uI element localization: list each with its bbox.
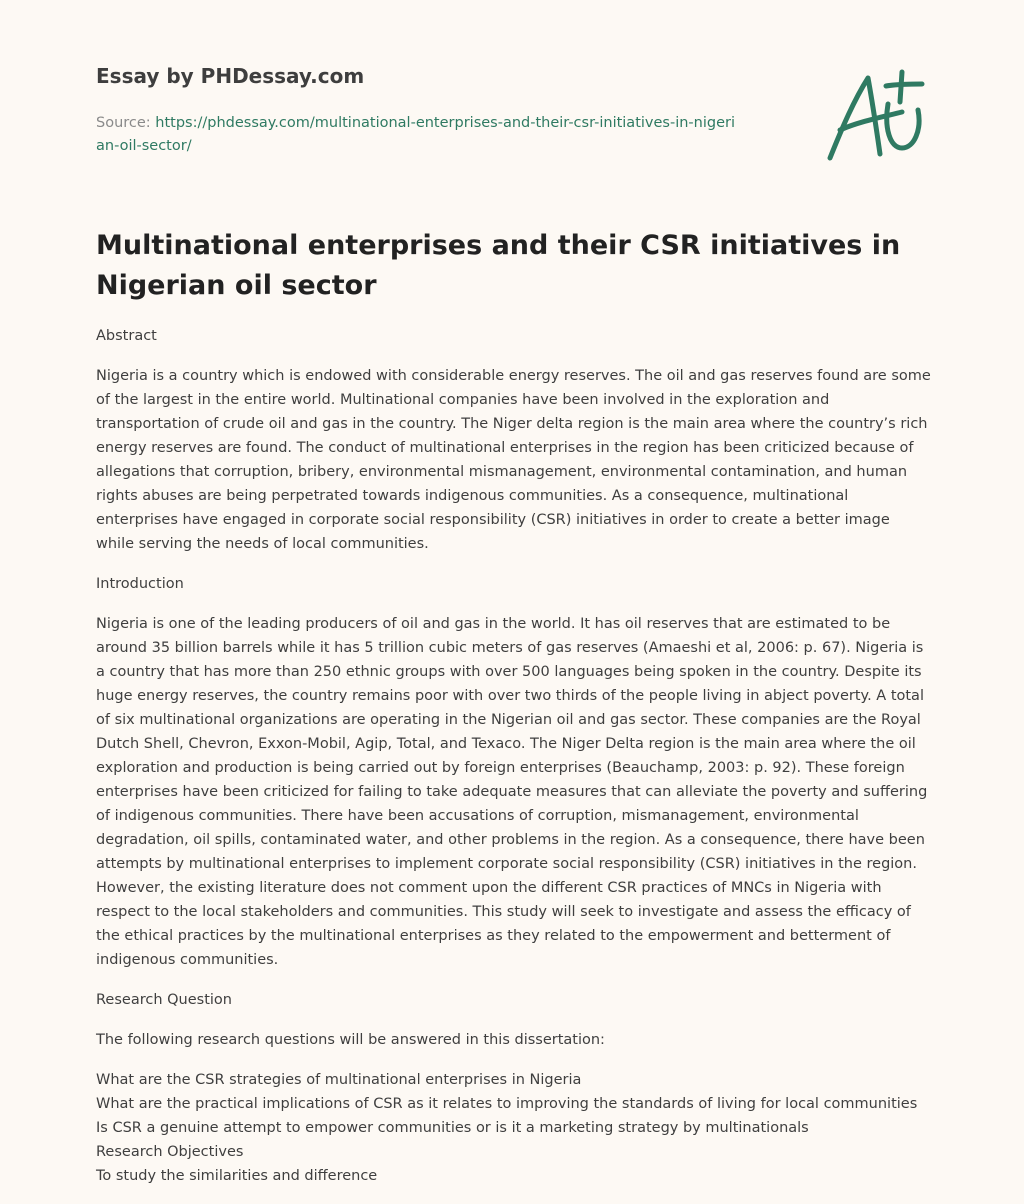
- abstract-paragraph: Nigeria is a country which is endowed with considerable energy reserves. The oil and gas reserves found are some of the largest in the entire world. Multinational companies have been involved in the exploration and transportation of crude oil and gas in the country. The Niger delta region is the main area where the country’s rich energy reserves are found. The conduct of multinational enterprises in the region has been criticized because of allegations that corruption, bribery, environmental mismanagement, environmental contamination, and human rights abuses are being perpetrated towards indigenous communities. As a consequence, multinational enterprises have engaged in corporate social responsibility (CSR) initiatives in order to create a better image while serving the needs of local communities.: [96, 368, 931, 552]
- article-body: [96, 324, 932, 1188]
- list-item: What are the CSR strategies of multinational enterprises in Nigeria: [96, 1072, 582, 1088]
- source-label: Source:: [96, 115, 156, 131]
- source-link[interactable]: https://phdessay.com/multinational-enterprises-and-their-csr-initiatives-in-nigerian-oil-sector/: [96, 115, 735, 154]
- site-brand: Essay by PHDessay.com: [96, 64, 365, 88]
- source-line: [96, 112, 736, 158]
- article-title: Multinational enterprises and their CSR initiatives in Nigerian oil sector: [96, 230, 901, 301]
- introduction-paragraph: Nigeria is one of the leading producers of oil and gas in the world. It has oil reserves that are estimated to be around 35 billion barrels while it has 5 trillion cubic meters of gas reserves (Amaeshi et al, 2006: p. 67). Nigeria is a country that has more than 250 ethnic groups with over 500 languages being spoken in the country. Despite its huge energy reserves, the country remains poor with over two thirds of the people living in abject poverty. A total of six multinational organizations are operating in the Nigerian oil and gas sector. These companies are the Royal Dutch Shell, Chevron, Exxon-Mobil, Agip, Total, and Texaco. The Niger Delta region is the main area where the oil exploration and production is being carried out by foreign enterprises (Beauchamp, 2003: p. 92). These foreign enterprises have been criticized for failing to take adequate measures that can alleviate the poverty and suffering of indigenous communities. There have been accusations of corruption, mismanagement, environmental degradation, oil spills, contaminated water, and other problems in the region. As a consequence, there have been attempts by multinational enterprises to implement corporate social responsibility (CSR) initiatives in the region. However, the existing literature does not comment upon the different CSR practices of MNCs in Nigeria with respect to the local stakeholders and communities. This study will seek to investigate and assess the efficacy of the ethical practices by the multinational enterprises as they related to the empowerment and betterment of indigenous communities.: [96, 616, 928, 968]
- list-item: What are the practical implications of CSR as it relates to improving the standards of living for local communities: [96, 1096, 918, 1112]
- research-question-list: [96, 1068, 932, 1188]
- a-plus-logo-icon: [818, 64, 930, 168]
- list-item: To study the similarities and difference: [96, 1168, 378, 1184]
- abstract-heading: Abstract: [96, 328, 157, 344]
- research-question-intro: The following research questions will be answered in this dissertation:: [96, 1032, 605, 1048]
- research-question-heading: Research Question: [96, 992, 232, 1008]
- list-item: Is CSR a genuine attempt to empower communities or is it a marketing strategy by multinationals: [96, 1120, 809, 1136]
- introduction-heading: Introduction: [96, 576, 184, 592]
- list-item: Research Objectives: [96, 1144, 244, 1160]
